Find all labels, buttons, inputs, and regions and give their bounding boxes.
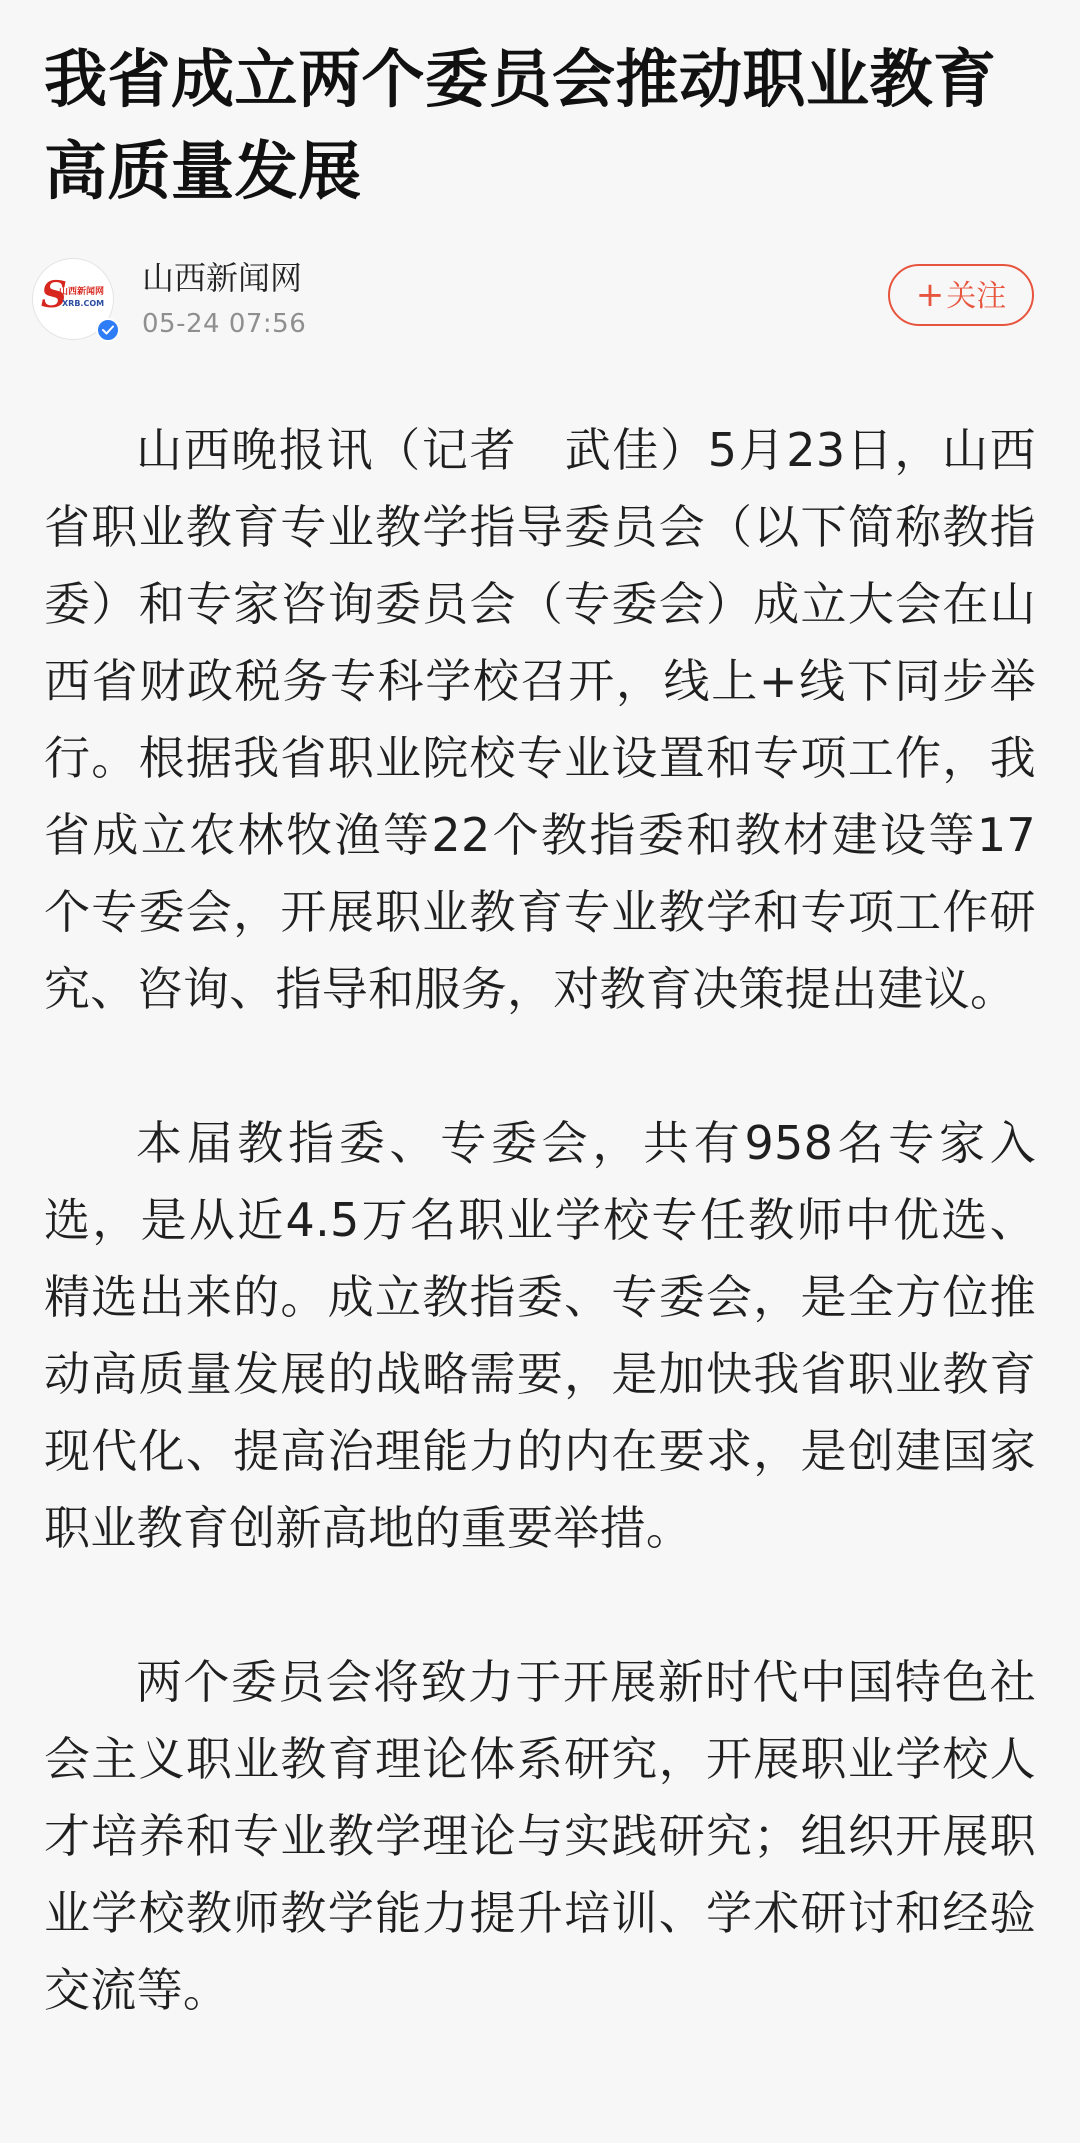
publish-timestamp: 05-24 07:56: [142, 309, 307, 339]
follow-button[interactable]: [888, 264, 1034, 326]
source-name[interactable]: 山西新闻网: [142, 259, 303, 297]
article-paragraph: 本届教指委、专委会，共有958名专家入选，是从近4.5万名职业学校专任教师中优选、精选出来的。成立教指委、专委会，是全方位推动高质量发展的战略需要，是加快我省职业教育现代化、提高治理能力的内在要求，是创建国家职业教育创新高地的重要举措。: [44, 1116, 1036, 1555]
article-title: 我省成立两个委员会推动职业教育高质量发展: [44, 43, 997, 208]
article-body: [44, 412, 1036, 2029]
verified-icon: [96, 318, 120, 342]
plus-icon: +: [915, 275, 945, 315]
author-row: [41, 252, 1036, 364]
avatar-logo-domain: XRB.COM: [62, 299, 105, 308]
article-paragraph: 两个委员会将致力于开展新时代中国特色社会主义职业教育理论体系研究，开展职业学校人才培养和专业教学理论与实践研究；组织开展职业学校教师教学能力提升培训、学术研讨和经验交流等。: [44, 1655, 1036, 2017]
logo-s-icon: S: [41, 274, 67, 316]
follow-label: 关注: [946, 279, 1007, 314]
avatar-logo-text: 山西新闻网: [59, 287, 105, 297]
article-paragraph: 山西晚报讯（记者 武佳）5月23日，山西省职业教育专业教学指导委员会（以下简称教指委）和专家咨询委员会（专委会）成立大会在山西省财政税务专科学校召开，线上+线下同步举行。根据我省职业院校专业设置和专项工作，我省成立农林牧渔等22个教指委和教材建设等17个专委会，开展职业教育专业教学和专项工作研究、咨询、指导和服务，对教育决策提出建议。: [44, 423, 1036, 1016]
